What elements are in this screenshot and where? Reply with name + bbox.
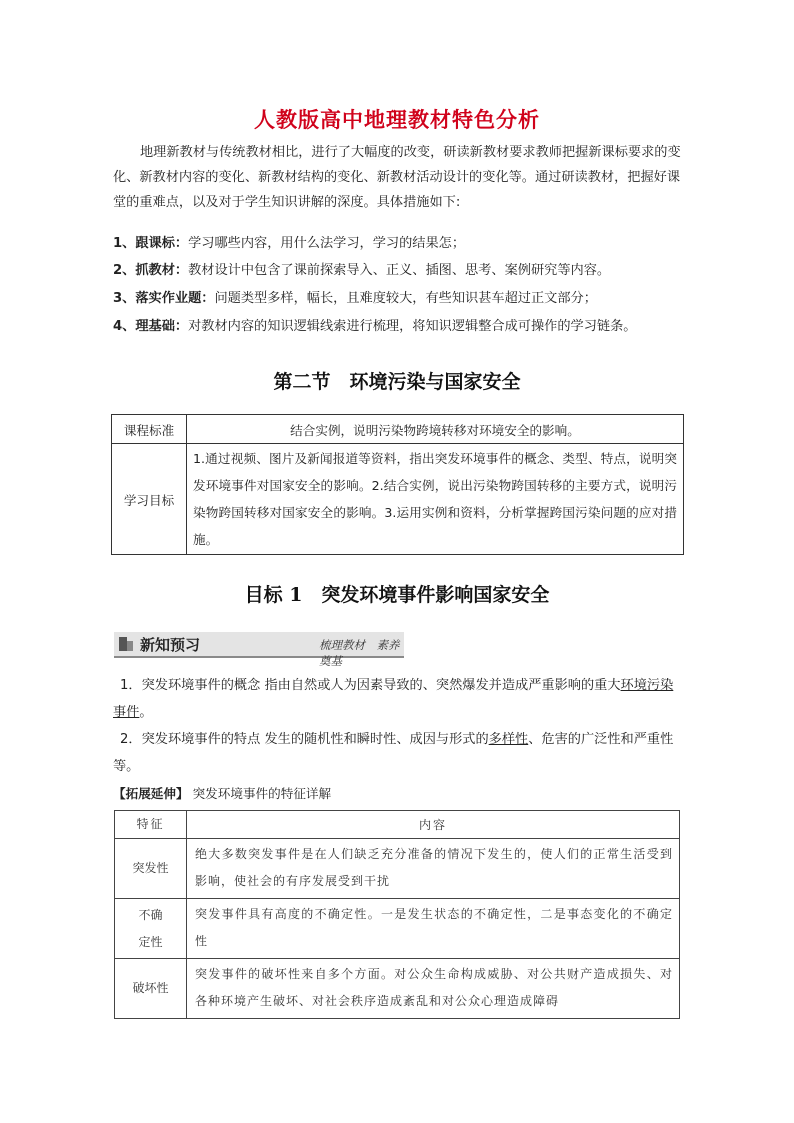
- column-header: 特征: [115, 811, 187, 839]
- step-item: [113, 231, 693, 256]
- banner-subtitle: 梳理教材 素养奠基: [319, 638, 400, 668]
- concept-lead: 1．突发环境事件的概念: [120, 678, 261, 693]
- banner-square-icon: [119, 637, 127, 651]
- features-table: [114, 810, 680, 1019]
- extension-tag: 【拓展延伸】: [113, 786, 189, 801]
- target-title: 目标 1 突发环境事件影响国家安全: [244, 584, 550, 606]
- concept-paragraph: [113, 672, 685, 726]
- concept-body: 指由自然或人为因素导致的、突然爆发并造成严重影响的重大: [260, 678, 621, 693]
- standard-content: 结合实例，说明污染物跨境转移对环境安全的影响。: [187, 415, 684, 444]
- features-body: 发生的随机性和瞬时性、成因与形式的: [260, 732, 489, 747]
- table-row: [115, 839, 680, 899]
- step-text: 教材设计中包含了课前探索导入、正义、插图、思考、案例研究等内容。: [188, 263, 611, 278]
- curriculum-table: [111, 414, 684, 555]
- goals-content: 1.通过视频、图片及新闻报道等资料，指出突发环境事件的概念、类型、特点，说明突发环境事件对国家安全的影响。2.结合实例，说出污染物跨国转移的主要方式，说明污染物跨国转移对国家安全的影响。3.运用实例和资料，分析掌握跨国污染问题的应对措施。: [187, 444, 684, 555]
- feature-name-line: 不确: [138, 907, 163, 922]
- banner-label: 新知预习: [140, 636, 201, 654]
- feature-name: [115, 899, 187, 959]
- features-body-end: 、危害的广泛性和严重性等。: [113, 732, 674, 774]
- feature-content: 绝大多数突发事件是在人们缺乏充分准备的情况下发生的，使人们的正常生活受到影响，使社会的有序发展受到干扰: [187, 839, 680, 899]
- table-header-row: [115, 811, 680, 839]
- preview-banner: [114, 632, 404, 668]
- feature-name: 突发性: [115, 839, 187, 899]
- features-lead: 2．突发环境事件的特点: [120, 732, 261, 747]
- table-row: [112, 415, 684, 444]
- features-paragraph: [113, 726, 685, 780]
- feature-content: 突发事件具有高度的不确定性。一是发生状态的不确定性，二是事态变化的不确定性: [187, 899, 680, 959]
- step-heading: 4、理基础：: [113, 319, 189, 334]
- step-text: 问题类型多样，幅长，且难度较大，有些知识甚车超过正文部分；: [214, 291, 597, 306]
- concept-underlined: 环境污染事件: [113, 678, 674, 720]
- concept-tail: 。: [139, 705, 153, 720]
- features-underlined: 多样性: [488, 732, 529, 747]
- step-item: [113, 258, 693, 283]
- banner-square-icon: [127, 641, 133, 651]
- feature-name-line: 定性: [138, 934, 163, 949]
- step-item: [113, 314, 693, 339]
- step-heading: 1、跟课标：: [113, 236, 189, 251]
- document-title: 人教版高中地理教材特色分析: [254, 108, 540, 132]
- goals-label: 学习目标: [112, 444, 187, 555]
- table-row: [112, 444, 684, 555]
- section-title: 第二节 环境污染与国家安全: [273, 371, 521, 393]
- feature-name: 破坏性: [115, 959, 187, 1019]
- table-row: [115, 899, 680, 959]
- column-header: 内容: [187, 811, 680, 839]
- step-heading: 2、抓教材：: [113, 263, 189, 278]
- step-text: 对教材内容的知识逻辑线索进行梳理，将知识逻辑整合成可操作的学习链条。: [188, 319, 637, 334]
- extension-heading: [113, 783, 331, 802]
- step-text: 学习哪些内容，用什么法学习，学习的结果怎；: [188, 236, 466, 251]
- standard-label: 课程标准: [112, 415, 187, 444]
- feature-content: 突发事件的破坏性来自多个方面。对公众生命构成威胁、对公共财产造成损失、对各种环境产生破坏、对社会秩序造成紊乱和对公众心理造成障碍: [187, 959, 680, 1019]
- intro-paragraph: 地理新教材与传统教材相比，进行了大幅度的改变，研读新教材要求教师把握新课标要求的变化、新教材内容的变化、新教材结构的变化、新教材活动设计的变化等。通过研读教材，把握好课堂的重难点，以及对于学生知识讲解的深度。具体措施如下:: [113, 145, 681, 210]
- extension-text: 突发环境事件的特征详解: [188, 786, 332, 801]
- table-row: [115, 959, 680, 1019]
- step-item: [113, 286, 693, 311]
- step-heading: 3、落实作业题：: [113, 291, 215, 306]
